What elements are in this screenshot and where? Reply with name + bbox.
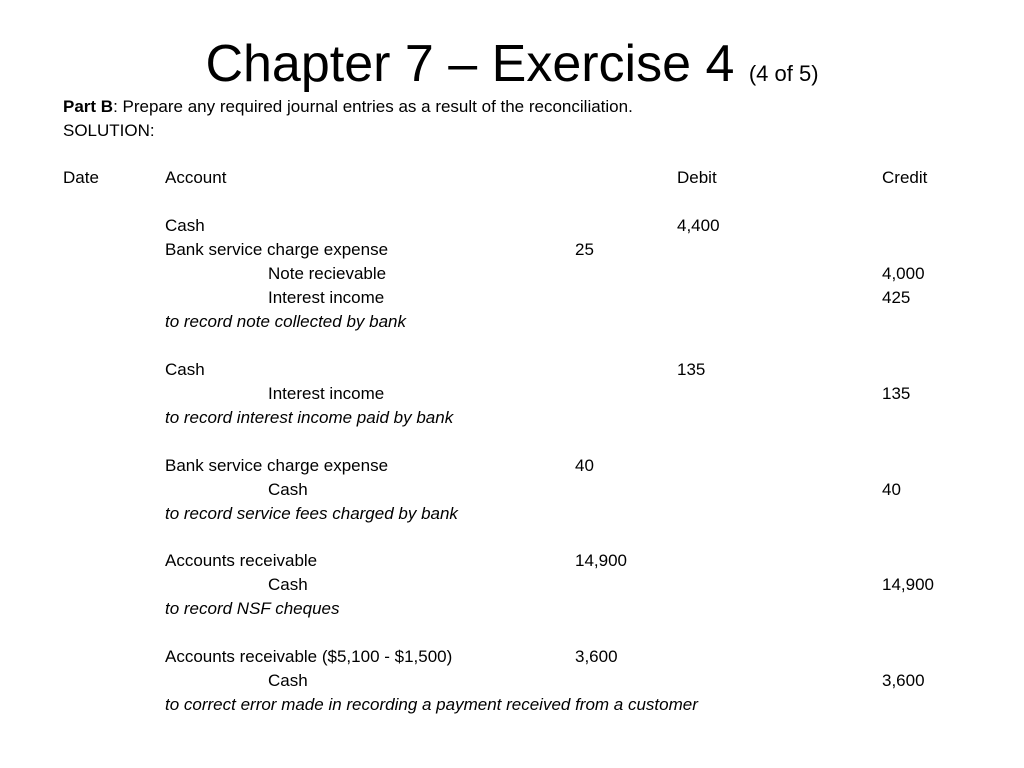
credit-amount: 425 [882,288,911,307]
journal-line [0,645,1024,669]
account-name: Accounts receivable [165,551,318,570]
credit-amount: 40 [882,480,901,499]
journal-line [0,262,1024,286]
journal-line [0,286,1024,310]
journal-line [0,454,1024,478]
credit-amount: 135 [882,384,911,403]
header-date: Date [63,168,99,187]
journal-line [0,382,1024,406]
table-header [0,166,1024,190]
credit-amount: 14,900 [882,575,934,594]
account-name: Cash [268,671,308,690]
credit-amount: 3,600 [882,671,925,690]
account-name: Cash [165,360,205,379]
journal-line [0,549,1024,573]
title-text: Chapter 7 – Exercise 4 [205,35,735,93]
memo-text: to record service fees charged by bank [165,504,458,523]
journal-line [0,358,1024,382]
account-name: Interest income [268,288,385,307]
journal-line [0,669,1024,693]
memo-text: to record note collected by bank [165,312,406,331]
journal-memo [0,310,1024,334]
part-text: : Prepare any required journal entries as a result of the reconciliation. [113,97,633,116]
debit-amount: 4,400 [677,216,720,235]
solution-label: SOLUTION: [63,121,155,140]
account-name: Cash [165,216,205,235]
account-name: Note recievable [268,264,387,283]
journal-memo [0,693,1024,717]
debit-amount: 25 [575,240,594,259]
part-label: Part B [63,97,114,116]
page-indicator: (4 of 5) [748,61,819,86]
header-debit: Debit [677,168,717,187]
account-name: Accounts receivable ($5,100 - $1,500) [165,647,453,666]
journal-line [0,573,1024,597]
account-name: Cash [268,480,308,499]
journal-line [0,238,1024,262]
header-credit: Credit [882,168,928,187]
memo-text: to record NSF cheques [165,599,340,618]
debit-amount: 40 [575,456,594,475]
credit-amount: 4,000 [882,264,925,283]
instructions [63,95,1003,143]
debit-amount: 14,900 [575,551,627,570]
account-name: Bank service charge expense [165,456,389,475]
header-account: Account [165,168,227,187]
journal-line [0,214,1024,238]
memo-text: to record interest income paid by bank [165,408,454,427]
account-name: Cash [268,575,308,594]
account-name: Interest income [268,384,385,403]
part-b-line [63,95,1003,119]
account-name: Bank service charge expense [165,240,389,259]
debit-amount: 3,600 [575,647,618,666]
debit-amount: 135 [677,360,706,379]
memo-text: to correct error made in recording a payment received from a customer [165,695,698,714]
journal-memo [0,406,1024,430]
journal-memo [0,502,1024,526]
journal-line [0,478,1024,502]
journal-memo [0,597,1024,621]
